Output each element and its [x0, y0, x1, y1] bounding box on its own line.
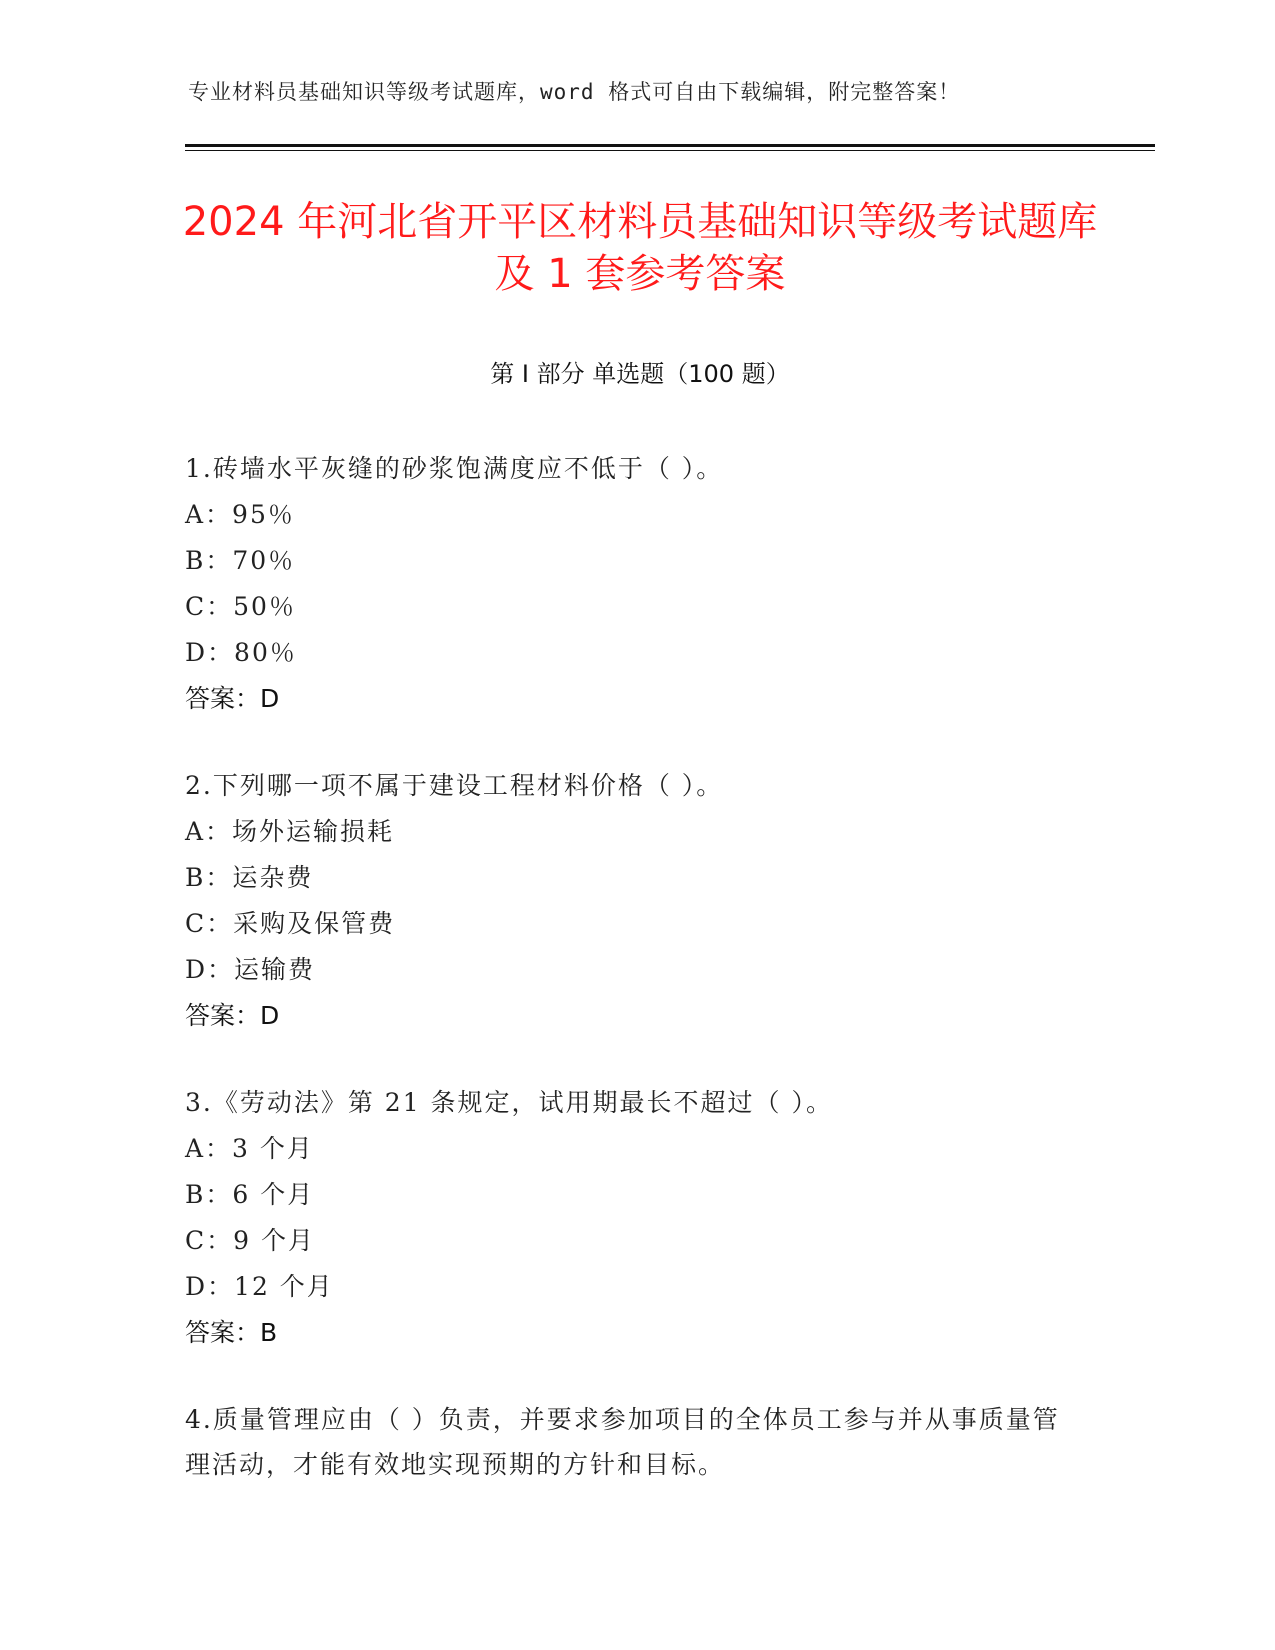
option-d: D：运输费 [185, 955, 316, 984]
question-2 [185, 763, 1085, 1039]
question-4 [185, 1397, 1085, 1487]
answer: 答案：D [185, 1001, 280, 1030]
header-divider-thick [185, 144, 1155, 147]
question-1 [185, 446, 1085, 722]
question-stem: 3.《劳动法》第 21 条规定，试用期最长不超过（ ）。 [185, 1088, 834, 1117]
question-stem: 4.质量管理应由（ ）负责，并要求参加项目的全体员工参与并从事质量管理活动，才能有效地实现预期的方针和目标。 [185, 1405, 1060, 1479]
option-a: A：场外运输损耗 [185, 817, 395, 846]
option-a: A：3 个月 [185, 1134, 314, 1163]
option-d: D：12 个月 [185, 1272, 334, 1301]
question-3 [185, 1080, 1085, 1356]
header-divider-thin [185, 150, 1155, 151]
answer: 答案：B [185, 1318, 278, 1347]
option-d: D：80％ [185, 638, 297, 667]
page-header-text: 专业材料员基础知识等级考试题库，word 格式可自由下载编辑，附完整答案！ [188, 80, 961, 104]
section-title: 第 I 部分 单选题（100 题） [490, 360, 790, 388]
question-stem: 1.砖墙水平灰缝的砂浆饱满度应不低于（ ）。 [185, 454, 724, 483]
option-b: B：6 个月 [185, 1180, 315, 1209]
answer: 答案：D [185, 684, 280, 713]
option-c: C：50％ [185, 592, 296, 621]
option-a: A：95％ [185, 500, 295, 529]
question-list [185, 446, 1085, 1528]
option-c: C：9 个月 [185, 1226, 315, 1255]
question-stem: 2.下列哪一项不属于建设工程材料价格（ ）。 [185, 771, 724, 800]
document-title: 2024 年河北省开平区材料员基础知识等级考试题库及 1 套参考答案 [182, 199, 1098, 297]
option-b: B：运杂费 [185, 863, 314, 892]
option-b: B：70％ [185, 546, 296, 575]
option-c: C：采购及保管费 [185, 909, 396, 938]
